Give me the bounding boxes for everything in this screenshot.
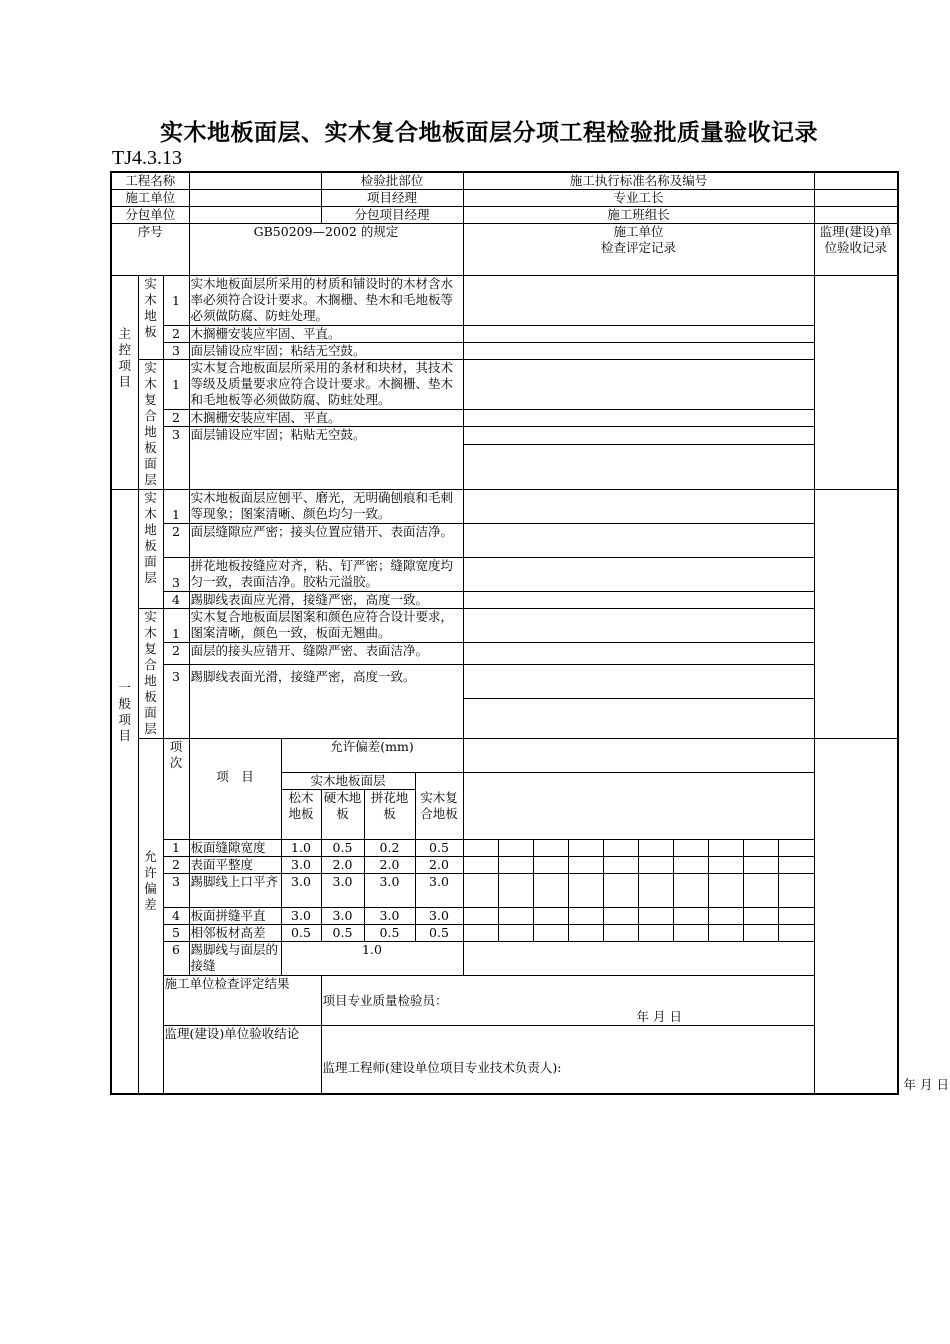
value-foreman[interactable] [814,190,898,207]
measure-cell[interactable] [778,925,814,942]
measure-cell[interactable] [463,840,498,857]
measure-cell[interactable] [638,874,673,908]
item-text: 拼花地板按缝应对齐，粘、钉严密；缝隙宽度均匀一致，表面洁净。胶粘元溢胶。 [189,558,463,592]
tol-value: 0.5 [321,840,364,857]
value-construction-unit[interactable] [189,190,321,207]
page-title: 实木地板面层、实木复合地板面层分项工程检验批质量验收记录 [160,119,818,146]
check-cell[interactable] [463,427,814,445]
tol-item: 相邻板材高差 [189,925,281,942]
measure-cell[interactable] [778,908,814,925]
measure-cell[interactable] [498,857,533,874]
header-check-record [463,224,814,276]
general-solid-label: 实木地板面层 [138,490,163,609]
measure-cell[interactable] [568,925,603,942]
tol-item: 板面缝隙宽度 [189,840,281,857]
tol-no: 4 [163,908,189,925]
measure-cell[interactable] [708,857,743,874]
tolerance-solid-group: 实木地板面层 [281,773,415,790]
label-construction-unit: 施工单位 [111,190,189,207]
item-no: 3 [163,558,189,592]
tol-value: 0.5 [415,925,463,942]
check-cell[interactable] [463,524,814,558]
tolerance-col-composite: 实木复合地板 [415,773,463,840]
construction-result-cell[interactable] [321,976,898,1026]
result-date: 年 月 日 [636,1009,682,1024]
measure-cell[interactable] [568,874,603,908]
tol-no: 1 [163,840,189,857]
tolerance-col-hardwood: 硬木地板 [321,790,364,840]
item-text: 面层的接头应错开、缝隙严密、表面洁净。 [189,643,463,665]
measure-cell[interactable] [673,857,708,874]
main-composite-label: 实木复合地板面层 [138,360,163,490]
label-inspection-lot: 检验批部位 [321,172,463,190]
header-check-record-line2: 检查评定记录 [600,240,676,255]
check-cell[interactable] [463,490,814,524]
measure-cell[interactable] [533,874,568,908]
tol-value: 0.5 [321,925,364,942]
measure-cell[interactable] [603,874,638,908]
header-spec: GB50209—2002 的规定 [189,224,463,276]
tol-value: 3.0 [281,874,321,908]
measure-cell[interactable] [778,874,814,908]
measure-cell[interactable] [603,840,638,857]
measure-cell[interactable] [533,908,568,925]
supervision-conclusion-cell[interactable] [321,1026,949,1094]
check-cell[interactable] [463,942,814,976]
measure-cell[interactable] [708,840,743,857]
measure-cell[interactable] [673,874,708,908]
check-cell[interactable] [463,276,814,326]
label-foreman: 专业工长 [463,190,814,207]
measure-cell[interactable] [463,925,498,942]
measure-cell[interactable] [498,874,533,908]
tol-item: 踢脚线与面层的接缝 [189,942,281,976]
item-text: 踢脚线表面光滑，接缝严密，高度一致。 [189,665,463,739]
tol-value: 3.0 [321,874,364,908]
check-cell[interactable] [463,410,814,427]
tolerance-label: 允许偏差 [138,739,163,1094]
item-no: 1 [163,609,189,643]
tol-value: 2.0 [321,857,364,874]
check-cell[interactable] [463,592,814,609]
check-cell[interactable] [463,360,814,410]
measure-cell[interactable] [568,908,603,925]
item-text: 实木地板面层所采用的材质和铺设时的木材含水率必须符合设计要求。木搁栅、垫木和毛地板等必须做防腐、防蛀处理。 [189,276,463,326]
tol-value: 3.0 [364,908,415,925]
measure-cell[interactable] [743,925,778,942]
check-cell[interactable] [463,699,814,739]
measure-cell[interactable] [708,908,743,925]
label-team-leader: 施工班组长 [463,207,814,224]
tol-value: 3.0 [281,857,321,874]
construction-result-label: 施工单位检查评定结果 [163,976,321,1026]
measure-cell[interactable] [568,857,603,874]
tolerance-no-header: 项次 [163,739,189,840]
check-cell[interactable] [463,343,814,360]
item-no: 4 [163,592,189,609]
tol-no: 5 [163,925,189,942]
measure-cell[interactable] [603,857,638,874]
measure-cell[interactable] [743,840,778,857]
tol-value: 3.0 [415,874,463,908]
general-composite-label: 实木复合地板面层 [138,609,163,739]
item-text: 木搁栅安装应牢固、平直。 [189,410,463,427]
tol-value: 3.0 [364,874,415,908]
value-subcontractor[interactable] [189,207,321,224]
check-cell[interactable] [463,773,814,840]
measure-cell[interactable] [463,908,498,925]
item-no: 1 [163,360,189,410]
measure-cell[interactable] [498,908,533,925]
tol-item: 板面拼缝平直 [189,908,281,925]
check-cell[interactable] [463,558,814,592]
tolerance-col-pine: 松木地板 [281,790,321,840]
item-text: 实木地板面层应刨平、磨光，无明确刨痕和毛刺等现象；图案清晰、颜色均匀一致。 [189,490,463,524]
item-text: 面层铺设应牢固；粘结无空鼓。 [189,343,463,360]
measure-cell[interactable] [673,908,708,925]
measure-cell[interactable] [463,857,498,874]
engineer-label: 监理工程师(建设单位项目专业技术负责人): [322,1060,562,1075]
item-no: 3 [163,665,189,739]
tol-value: 2.0 [364,857,415,874]
label-subcontractor: 分包单位 [111,207,189,224]
label-sub-manager: 分包项目经理 [321,207,463,224]
tol-value: 0.2 [364,840,415,857]
item-no: 3 [163,427,189,490]
header-seq: 序号 [111,224,189,276]
measure-cell[interactable] [778,840,814,857]
item-no: 2 [163,643,189,665]
measure-cell[interactable] [673,925,708,942]
measure-cell[interactable] [743,874,778,908]
supervision-cell[interactable] [814,490,898,739]
measure-cell[interactable] [638,840,673,857]
tol-value: 2.0 [415,857,463,874]
tol-value: 1.0 [281,840,321,857]
measure-cell[interactable] [638,857,673,874]
label-project-name: 工程名称 [111,172,189,190]
measure-cell[interactable] [638,908,673,925]
measure-cell[interactable] [463,874,498,908]
tol-item: 踢脚线上口平齐 [189,874,281,908]
item-no: 1 [163,490,189,524]
measure-cell[interactable] [638,925,673,942]
tolerance-col-parquet: 拼花地板 [364,790,415,840]
item-no: 2 [163,524,189,558]
measure-cell[interactable] [533,925,568,942]
item-text: 面层铺设应牢固；粘贴无空鼓。 [189,427,463,490]
item-text: 木搁栅安装应牢固、平直。 [189,326,463,343]
measure-cell[interactable] [568,840,603,857]
measure-cell[interactable] [498,840,533,857]
measure-cell[interactable] [533,857,568,874]
tol-value: 0.5 [415,840,463,857]
tol-no: 6 [163,942,189,976]
tolerance-allow-header: 允许偏差(mm) [281,739,463,773]
check-cell[interactable] [463,665,814,699]
item-text: 实木复合地板面层所采用的条材和块材，其技术等级及质量要求应符合设计要求。木搁栅、垫木和毛地板等必须做防腐、防蛀处理。 [189,360,463,410]
measure-cell[interactable] [708,925,743,942]
measure-cell[interactable] [743,857,778,874]
header-check-record-line1: 施工单位 [613,224,664,239]
tol-value: 1.0 [281,942,463,976]
measure-cell[interactable] [533,840,568,857]
measure-cell[interactable] [603,925,638,942]
measure-cell[interactable] [778,857,814,874]
item-text: 踢脚线表面应光滑，接缝严密，高度一致。 [189,592,463,609]
tol-no: 2 [163,857,189,874]
value-standard[interactable] [814,172,898,190]
tol-no: 3 [163,874,189,908]
header-supervision: 监理(建设)单位验收记录 [814,224,898,276]
supervision-conclusion-label: 监理(建设)单位验收结论 [163,1026,321,1094]
value-project-name[interactable] [189,172,321,190]
tol-item: 表面平整度 [189,857,281,874]
main-items-label: 主控项目 [111,276,138,490]
tolerance-item-header: 项 目 [189,739,281,840]
tol-value: 0.5 [364,925,415,942]
tol-value: 3.0 [415,908,463,925]
general-items-label: 一般项目 [111,490,138,1094]
tol-value: 3.0 [321,908,364,925]
measure-cell[interactable] [743,908,778,925]
inspector-label: 项目专业质量检验员： [322,993,448,1008]
label-standard: 施工执行标准名称及编号 [463,172,814,190]
supervision-cell[interactable] [814,276,898,490]
form-code: TJ4.3.13 [112,147,182,169]
measure-cell[interactable] [708,874,743,908]
check-cell[interactable] [463,739,814,773]
item-no: 3 [163,343,189,360]
measure-cell[interactable] [498,925,533,942]
check-cell[interactable] [463,643,814,665]
supervision-date: 年 月 日 [903,1077,949,1092]
inspection-form [110,171,949,1095]
tol-value: 3.0 [281,908,321,925]
check-cell[interactable] [463,326,814,343]
label-project-manager: 项目经理 [321,190,463,207]
item-no: 2 [163,326,189,343]
item-no: 2 [163,410,189,427]
check-cell[interactable] [463,609,814,643]
main-solid-label: 实木地板 [138,276,163,360]
item-text: 面层缝隙应严密；接头位置应错开、表面洁净。 [189,524,463,558]
measure-cell[interactable] [673,840,708,857]
value-team-leader[interactable] [814,207,898,224]
item-text: 实木复合地板面层图案和颜色应符合设计要求，图案清晰，颜色一致，板面无翘曲。 [189,609,463,643]
tol-value: 0.5 [281,925,321,942]
check-cell[interactable] [463,445,814,490]
measure-cell[interactable] [603,908,638,925]
item-no: 1 [163,276,189,326]
